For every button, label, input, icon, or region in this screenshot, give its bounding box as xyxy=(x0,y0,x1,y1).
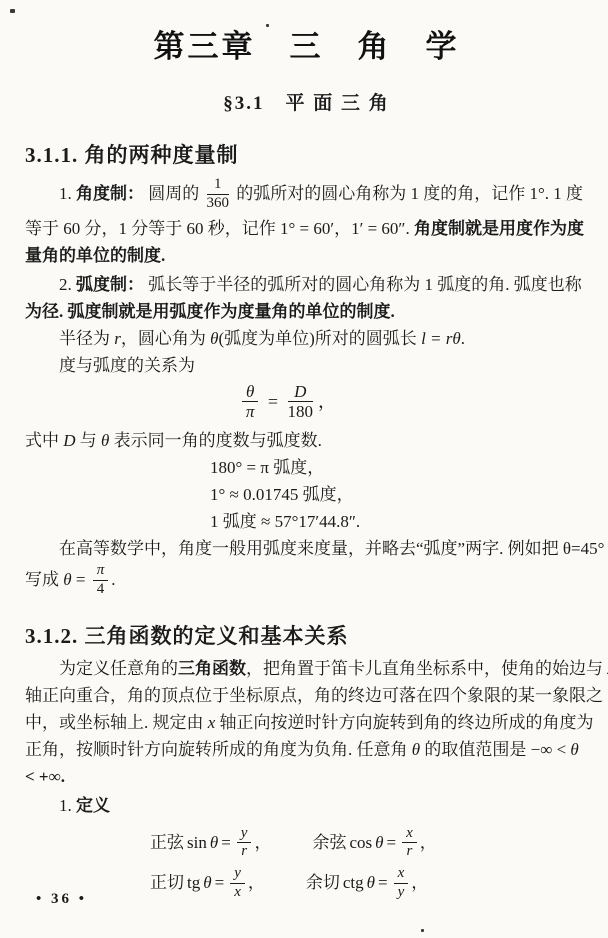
fraction xyxy=(207,177,230,212)
body-text: 与 xyxy=(79,431,97,451)
fraction-numerator: D xyxy=(288,383,314,403)
equation-text: 1 弧度 ≈ 57°17′44.8″. xyxy=(210,512,361,532)
radian-degree-equivalences xyxy=(210,454,588,535)
equals-sign: = xyxy=(221,832,231,852)
chapter-title: 第三章 三 角 学 xyxy=(153,29,460,64)
math-var-theta: θ xyxy=(101,431,110,451)
section-title: §3.1 平 面 三 角 xyxy=(223,93,390,114)
body-text: < +∞. xyxy=(25,766,65,786)
trig-def-line-1 xyxy=(25,655,603,682)
fraction-numerator: y xyxy=(237,826,252,844)
definition-cotangent xyxy=(306,865,431,904)
body-text: 正角，按顺时针方向旋转所成的角度为负角. 任意角 xyxy=(25,739,408,759)
body-text: 在高等数学中，角度一般用弧度来度量，并略去“弧度”两字. 例如把 θ=45° xyxy=(59,539,605,559)
degree-system-line-2 xyxy=(25,215,588,242)
theta-symbol: θ xyxy=(366,873,375,893)
body-text: 式中 xyxy=(25,431,59,451)
def-function-name: sin xyxy=(187,832,207,852)
term-degree-system: 角度制： xyxy=(76,184,144,204)
body-text: 圆周的 xyxy=(148,184,200,204)
fraction-denominator: x xyxy=(234,883,241,900)
fraction xyxy=(288,383,314,422)
page-number: • 36 • xyxy=(36,891,88,907)
emphasis-text: 为径. 弧度制就是用弧度作为度量角的单位的制度. xyxy=(25,301,395,321)
scan-speck xyxy=(421,929,424,932)
body-text: 表示同一角的度数与弧度数. xyxy=(113,431,322,451)
trig-def-line-3 xyxy=(25,709,594,736)
math-var-theta: θ xyxy=(63,570,72,590)
theta-pi-over-4-line xyxy=(25,562,588,601)
fraction-denominator: r xyxy=(241,843,248,860)
fraction xyxy=(402,826,417,861)
fraction-denominator: r xyxy=(406,843,413,860)
fraction xyxy=(394,866,409,901)
relation-intro-line xyxy=(25,352,588,379)
body-text: 的弧所对的圆心角称为 1 度的角，记作 1°. 1 度 xyxy=(236,184,584,204)
equals-sign: = xyxy=(267,390,278,411)
degree-system-line-1 xyxy=(25,176,588,215)
radian-system-line-1 xyxy=(25,271,588,298)
body-text: 写成 xyxy=(25,570,59,590)
comma: ， xyxy=(254,832,272,852)
math-var-D: D xyxy=(63,431,76,451)
theta-symbol: θ xyxy=(209,832,219,852)
equals-sign: = xyxy=(214,873,225,893)
body-text: 等于 60 分，1 分等于 60 秒，记作 1° = 60′，1′ = 60″. xyxy=(25,218,410,238)
list-number: 1. xyxy=(59,184,72,204)
fraction-numerator: θ xyxy=(242,383,258,403)
arc-length-line xyxy=(25,325,588,352)
trig-def-line-2 xyxy=(25,682,603,709)
math-var-r: r xyxy=(114,328,121,348)
definition-row-sin-cos xyxy=(150,825,588,864)
trig-def-line-5 xyxy=(25,763,588,790)
emphasis-text: 量角的单位的制度. xyxy=(25,245,166,265)
body-text: 中，或坐标轴上. 规定由 xyxy=(25,712,204,732)
body-text: 度与弧度的关系为 xyxy=(59,355,195,375)
body-text: (弧度为单位)所对的圆弧长 xyxy=(218,328,417,348)
term-trig-functions: 三角函数 xyxy=(178,658,246,678)
term-definition: 定义 xyxy=(76,795,110,815)
heading-3-1-2: 3.1.2. 三角函数的定义和基本关系 xyxy=(25,623,349,648)
equals-sign: = xyxy=(386,832,397,852)
definition-row-tg-ctg xyxy=(150,865,588,904)
body-text: . xyxy=(111,570,116,590)
def-chinese-name: 正切 xyxy=(150,873,184,893)
equation-text: 180° = π 弧度， xyxy=(210,458,325,478)
fraction-denominator: 180 xyxy=(287,402,313,422)
trig-def-line-4 xyxy=(25,736,588,763)
definition-heading-line xyxy=(25,792,588,819)
fraction-numerator: π xyxy=(93,563,109,581)
fraction xyxy=(230,866,245,901)
fraction xyxy=(242,383,258,422)
fraction-numerator: y xyxy=(230,866,245,884)
math-var-x: x xyxy=(207,712,216,732)
math-expression: l = rθ xyxy=(421,328,461,348)
radian-system-line-2 xyxy=(25,298,588,325)
emphasis-text: 角度制就是用度作为度 xyxy=(414,218,584,238)
fraction-numerator: x xyxy=(394,866,409,884)
fraction xyxy=(237,826,252,861)
degree-system-line-3 xyxy=(25,242,588,269)
definition-tangent xyxy=(150,865,268,904)
definition-cosine xyxy=(312,825,439,864)
math-var-theta: θ xyxy=(210,328,219,348)
body-text: 半径为 xyxy=(59,328,110,348)
fraction-numerator: 1 xyxy=(207,177,230,195)
higher-math-note-line xyxy=(25,535,605,562)
body-text: 轴正向按逆时针方向旋转到角的终边所成的角度为 xyxy=(219,712,594,732)
equation-text: 1° ≈ 0.01745 弧度， xyxy=(210,485,354,505)
body-text: 轴正向重合，角的顶点位于坐标原点，角的终边可落在四个象限的某一象限之 xyxy=(25,685,603,705)
definition-sine xyxy=(150,825,274,864)
fraction-denominator: y xyxy=(397,883,405,900)
equivalence-line xyxy=(210,481,588,508)
comma: ， xyxy=(419,832,437,852)
fraction-numerator: x xyxy=(402,826,417,844)
def-function-name: ctg xyxy=(342,873,364,893)
fraction xyxy=(93,563,109,598)
heading-3-1-1: 3.1.1. 角的两种度量制 xyxy=(25,143,239,167)
def-chinese-name: 余弦 xyxy=(312,832,347,852)
display-equation-degree-radian xyxy=(25,381,548,426)
fraction-denominator: 360 xyxy=(206,194,229,211)
equivalence-line xyxy=(210,508,588,535)
math-var-theta: θ xyxy=(411,739,421,759)
equals-sign: = xyxy=(378,873,388,893)
body-text: ，把角置于笛卡儿直角坐标系中，使角的始边与 xyxy=(246,658,603,678)
equation-note-line xyxy=(25,427,588,454)
fraction-denominator: π xyxy=(245,402,255,422)
comma: ， xyxy=(247,873,265,893)
theta-symbol: θ xyxy=(375,832,384,852)
term-radian-system: 弧度制： xyxy=(76,274,144,294)
body-text: 为定义任意角的 xyxy=(59,658,178,678)
equivalence-line xyxy=(210,454,588,481)
body-text: . xyxy=(460,328,465,348)
body-text: 弧长等于半径的弧所对的圆心角称为 1 弧度的角. 弧度也称 xyxy=(148,274,582,294)
def-chinese-name: 余切 xyxy=(305,873,340,893)
body-text: 的取值范围是 −∞ < xyxy=(424,739,567,759)
def-function-name: cos xyxy=(349,832,373,852)
theta-symbol: θ xyxy=(203,873,212,893)
list-number: 1. xyxy=(59,795,72,815)
comma: ， xyxy=(318,390,336,411)
scan-speck xyxy=(10,9,15,13)
comma: ， xyxy=(411,873,429,893)
fraction-denominator: 4 xyxy=(96,580,105,597)
list-number: 2. xyxy=(59,274,72,294)
scan-speck xyxy=(266,24,269,27)
math-var-theta: θ xyxy=(570,739,579,759)
body-text: ，圆心角为 xyxy=(120,328,206,348)
def-chinese-name: 正弦 xyxy=(150,832,184,852)
equals-sign: = xyxy=(75,570,86,590)
def-function-name: tg xyxy=(187,873,201,893)
